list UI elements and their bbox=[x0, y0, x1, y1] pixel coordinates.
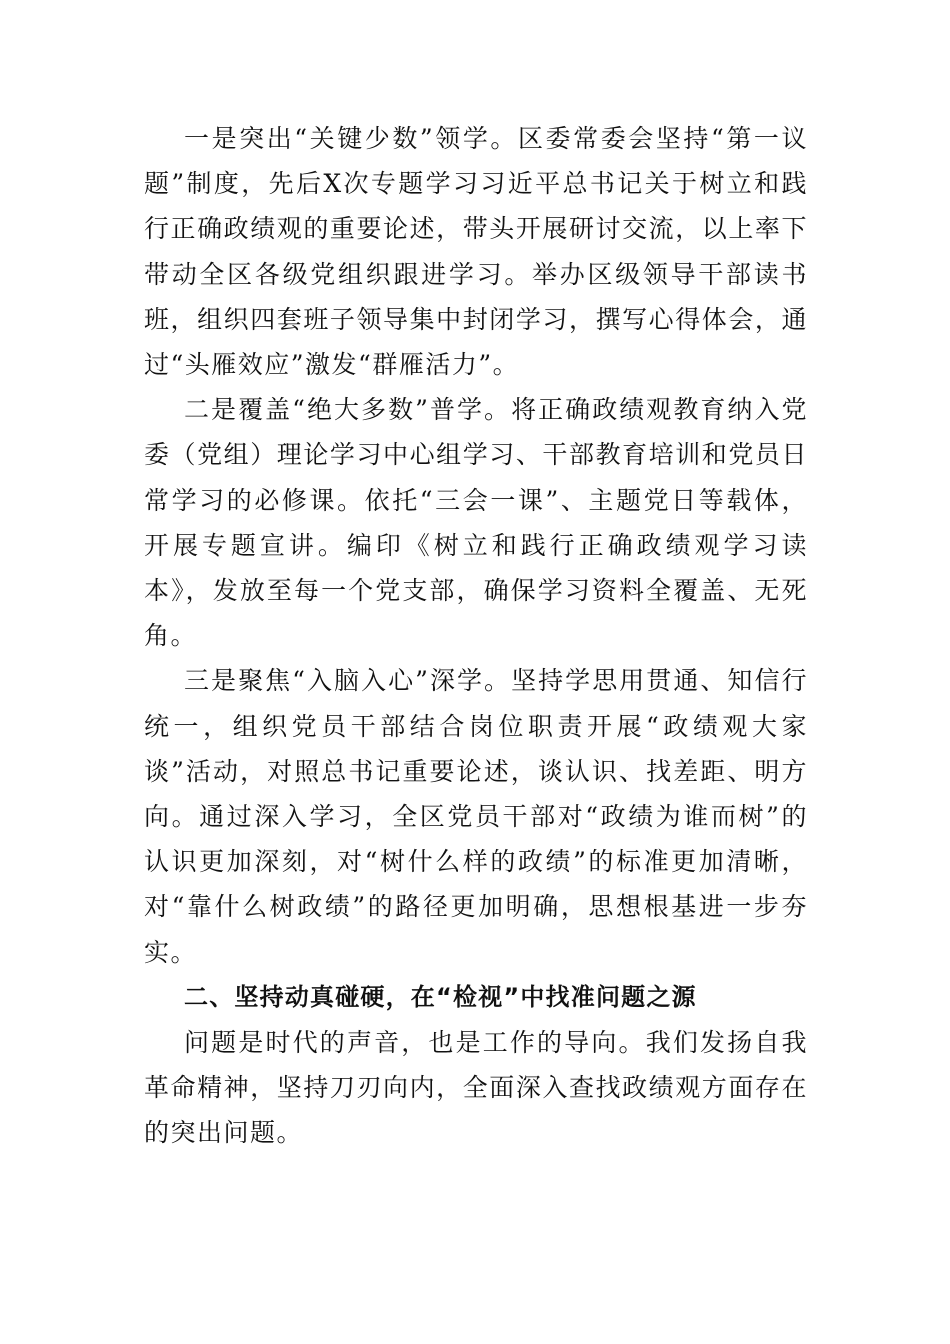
paragraph-deep-study: 三是聚焦“入脑入心”深学。坚持学思用贯通、知信行统一，组织党员干部结合岗位职责开展“政绩观大家谈”活动，对照总书记重要论述，谈认识、找差距、明方向。通过深入学习，全区党员干部对“政绩为谁而树”的认识更加深刻，对“树什么样的政绩”的标准更加清晰，对“靠什么树政绩”的路径更加明确，思想根基进一步夯实。 bbox=[144, 666, 808, 967]
section-heading: 二、坚持动真碰硬，在“检视”中找准问题之源 bbox=[184, 982, 697, 1011]
document-body bbox=[144, 116, 808, 1156]
paragraph-vast-majority: 二是覆盖“绝大多数”普学。将正确政绩观教育纳入党委（党组）理论学习中心组学习、干部教育培训和党员日常学习的必修课。依托“三会一课”、主题党日等载体，开展专题宣讲。编印《树立和践行正确政绩观学习读本》，发放至每一个党支部，确保学习资料全覆盖、无死角。 bbox=[144, 395, 808, 651]
section-intro-paragraph: 问题是时代的声音，也是工作的导向。我们发扬自我革命精神，坚持刀刃向内，全面深入查找政绩观方面存在的突出问题。 bbox=[144, 1028, 808, 1148]
paragraph-key-minority: 一是突出“关键少数”领学。区委常委会坚持“第一议题”制度，先后X次专题学习习近平总书记关于树立和践行正确政绩观的重要论述，带头开展研讨交流，以上率下带动全区各级党组织跟进学习。举办区级领导干部读书班，组织四套班子领导集中封闭学习，撰写心得体会，通过“头雁效应”激发“群雁活力”。 bbox=[144, 124, 808, 380]
